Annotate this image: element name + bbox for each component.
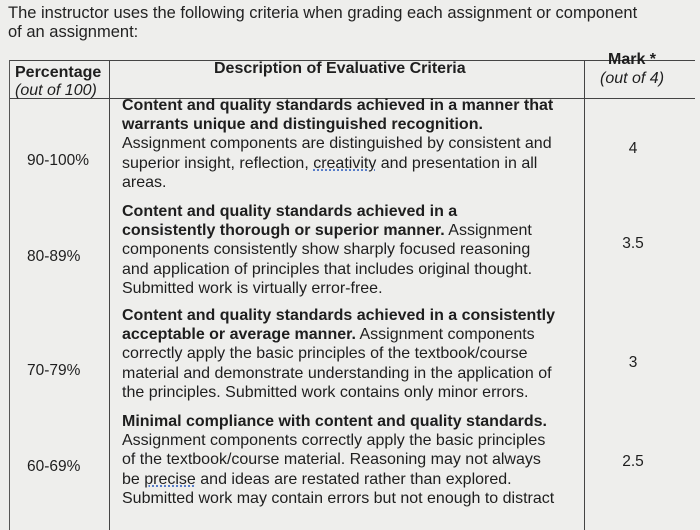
description-line: Minimal compliance with content and quality standards. xyxy=(122,413,547,430)
description-line: warrants unique and distinguished recognition. xyxy=(122,116,483,134)
row-description xyxy=(122,306,592,402)
text-segment: acceptable or average manner. xyxy=(122,326,356,344)
header-mark-label: Mark * xyxy=(607,51,657,68)
description-line: of the textbook/course material. Reasoning may not always xyxy=(122,451,541,469)
description-line: Content and quality standards achieved in a xyxy=(122,203,458,220)
text-segment: be xyxy=(122,470,145,488)
description-line: Content and quality standards achieved in a manner that xyxy=(122,97,554,114)
underlined-word: precise xyxy=(144,470,196,488)
row-percentage: 80-89% xyxy=(27,248,81,265)
intro-text xyxy=(8,4,688,42)
description-line: Assignment components are distinguished by consistent and xyxy=(122,135,552,153)
column-divider xyxy=(109,60,110,530)
grading-criteria-table xyxy=(9,51,695,530)
description-line: material and demonstrate understanding in the application of xyxy=(122,364,552,382)
intro-line-1: The instructor uses the following criteria when grading each assignment or component xyxy=(8,4,638,22)
row-mark: 4 xyxy=(628,140,638,157)
description-line: Submitted work is virtually error-free. xyxy=(122,279,383,297)
description-line: Assignment components correctly apply the basic principles xyxy=(122,432,546,450)
header-percentage-sub: (out of 100) xyxy=(15,82,97,99)
text-segment: and ideas are restated rather than explored. xyxy=(195,470,512,488)
row-mark: 3 xyxy=(628,354,638,371)
row-mark: 2.5 xyxy=(622,453,644,470)
description-line xyxy=(122,325,592,344)
header-mark xyxy=(594,50,670,88)
row-percentage: 70-79% xyxy=(27,362,81,379)
row-description xyxy=(122,202,592,298)
row-description xyxy=(122,96,592,192)
row-mark: 3.5 xyxy=(622,235,644,252)
text-segment: superior insight, reflection, xyxy=(122,154,314,172)
text-segment: Assignment xyxy=(444,222,532,240)
header-percentage xyxy=(15,64,101,100)
intro-line-2: of an assignment: xyxy=(8,23,139,41)
underlined-word: creativity xyxy=(313,154,377,172)
row-description xyxy=(122,412,592,508)
header-mark-sub: (out of 4) xyxy=(599,70,665,87)
description-line: Content and quality standards achieved in a consistently xyxy=(122,307,555,324)
description-line xyxy=(122,221,592,240)
text-segment: Assignment components xyxy=(355,326,535,344)
description-line: components consistently show sharply focused reasoning xyxy=(122,241,531,259)
description-line: correctly apply the basic principles of the textbook/course xyxy=(122,345,528,363)
description-line: the principles. Submitted work contains only minor errors. xyxy=(122,383,529,401)
description-line: and application of principles that includes original thought. xyxy=(122,260,533,278)
text-segment: and presentation in all xyxy=(376,154,538,172)
description-line: areas. xyxy=(122,173,167,191)
header-percentage-label: Percentage xyxy=(15,64,102,81)
description-line xyxy=(122,154,592,173)
row-percentage: 60-69% xyxy=(27,458,81,475)
row-percentage: 90-100% xyxy=(27,152,90,169)
header-description: Description of Evaluative Criteria xyxy=(214,60,466,77)
text-segment: consistently thorough or superior manner. xyxy=(122,222,445,240)
description-line xyxy=(122,470,592,489)
description-line: Submitted work may contain errors but not enough to distract xyxy=(122,489,555,507)
